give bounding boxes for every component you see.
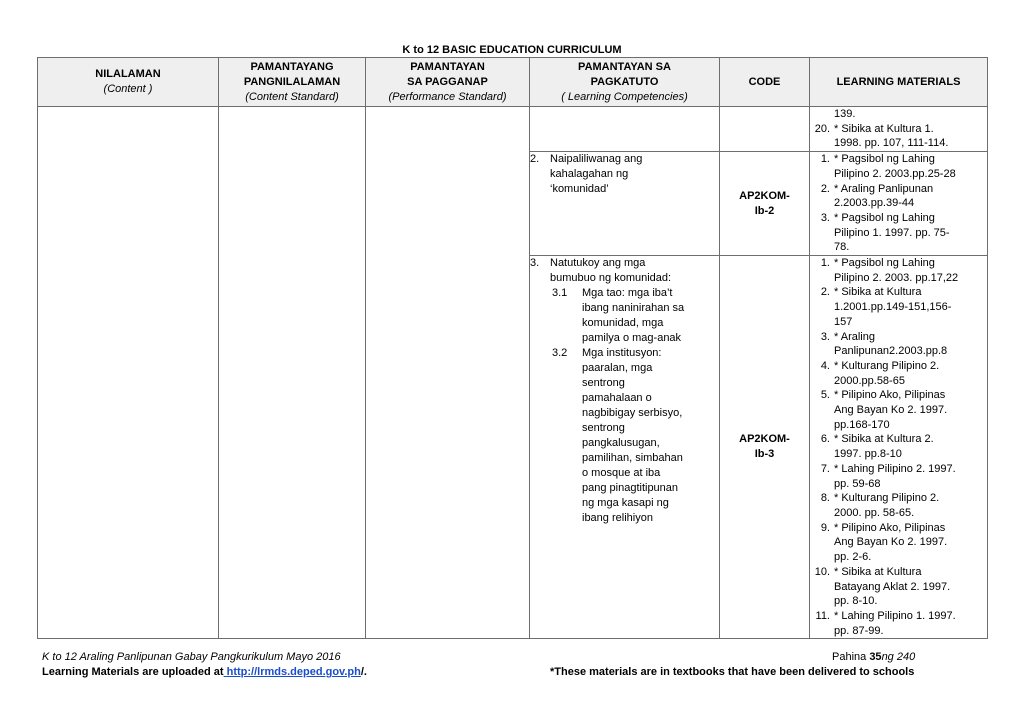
list-item-text: * Kulturang Pilipino 2. — [834, 492, 940, 505]
list-item-text: * Sibika at Kultura 2. — [834, 433, 934, 446]
materials-cell — [810, 107, 988, 152]
lrmds-link[interactable]: http://lrmds.deped.gov.ph — [223, 666, 361, 678]
list-item — [810, 418, 987, 433]
list-item — [810, 344, 987, 359]
competency-cell — [530, 256, 720, 639]
materials-cell — [810, 152, 988, 256]
materials-list — [810, 152, 987, 255]
competency-line: Natutukoy ang mga — [550, 257, 646, 270]
list-item — [810, 550, 987, 565]
subitem-line: pangkalusugan, — [582, 437, 660, 450]
header-code: CODE — [720, 58, 810, 107]
subitem-number: 3.1 — [552, 287, 568, 300]
list-item-text: pp.168-170 — [834, 418, 890, 431]
list-item-number: 1. — [820, 153, 830, 166]
competency-line: Naipaliliwanag ang — [550, 153, 643, 166]
subitem-number: 3.2 — [552, 347, 568, 360]
footer-page-prefix: Pahina — [832, 651, 870, 663]
list-item — [810, 330, 987, 345]
subitem-line: paaralan, mga — [582, 362, 653, 375]
list-item-number: 6. — [820, 433, 830, 446]
header-performance-standard — [366, 58, 530, 107]
subitem-line: ng mga kasapi ng — [582, 497, 669, 510]
list-item-text: 157 — [834, 315, 853, 328]
header-content-title: NILALAMAN — [95, 68, 161, 80]
list-item — [810, 477, 987, 492]
subitem-line: nagbibigay serbisyo, — [582, 407, 683, 420]
list-item — [810, 535, 987, 550]
header-content-standard-line2: PANGNILALAMAN — [243, 75, 341, 88]
performance-standard-cell — [366, 107, 530, 639]
list-item — [810, 506, 987, 521]
list-item-number: 20. — [814, 122, 830, 135]
materials-list — [810, 107, 987, 151]
footer-uploaded-text: Learning Materials are uploaded at — [42, 666, 224, 678]
list-item-text: * Araling Panlipunan — [834, 182, 934, 195]
list-item — [810, 462, 987, 477]
list-item-text: pp. 59-68 — [834, 477, 881, 490]
content-cell — [38, 107, 219, 639]
list-item — [810, 196, 987, 211]
list-item-text: Ang Bayan Ko 2. 1997. — [834, 536, 948, 549]
subitem-line: komunidad, mga — [582, 317, 664, 330]
list-item — [810, 580, 987, 595]
subitem-line: pang pinagtitipunan — [582, 482, 679, 495]
list-item-number: 2. — [820, 182, 830, 195]
list-item — [810, 256, 987, 271]
list-item-text: 2000. pp. 58-65. — [834, 506, 915, 519]
competency-cell — [530, 107, 720, 152]
list-item-text: * Lahing Pilipino 1. 1997. — [834, 609, 956, 622]
list-item — [810, 315, 987, 330]
list-item-text: * Sibika at Kultura 1. — [834, 122, 934, 135]
competency-subitem — [530, 286, 719, 346]
header-learning-competencies — [530, 58, 720, 107]
subitem-line: Mga tao: mga iba’t — [582, 287, 673, 300]
footer-guide-title: K to 12 Araling Panlipunan Gabay Pangkurikulum Mayo 2016 — [42, 651, 341, 663]
header-performance-standard-subtitle: (Performance Standard) — [388, 90, 507, 103]
list-item — [810, 226, 987, 241]
document-title: K to 12 BASIC EDUCATION CURRICULUM — [402, 44, 622, 56]
header-content-standard-line1: PAMANTAYANG — [250, 60, 334, 73]
list-item — [810, 594, 987, 609]
list-item-text: * Pagsibol ng Lahing — [834, 153, 935, 166]
list-item-text: 139. — [834, 108, 856, 120]
content-standard-cell — [219, 107, 366, 639]
competency-subitem — [530, 346, 719, 526]
list-item-number: 8. — [820, 492, 830, 505]
list-item-text: pp. 2-6. — [834, 551, 872, 564]
materials-list — [810, 256, 987, 638]
list-item-number: 11. — [815, 609, 830, 622]
subitem-line: sentrong — [582, 377, 625, 390]
code-line2: Ib-3 — [754, 448, 775, 461]
list-item — [810, 122, 987, 137]
list-item-text: 78. — [834, 241, 850, 254]
list-item — [810, 359, 987, 374]
list-item-number: 3. — [820, 211, 830, 224]
list-item-text: Pilipino 1. 1997. pp. 75- — [834, 226, 950, 239]
subitem-line: sentrong — [582, 422, 625, 435]
list-item — [810, 609, 987, 624]
list-item-text: pp. 8-10. — [834, 595, 878, 608]
list-item — [810, 182, 987, 197]
list-item-number: 3. — [820, 330, 830, 343]
header-row — [38, 58, 988, 107]
list-item — [810, 624, 987, 639]
subitem-line: o mosque at iba — [582, 467, 661, 480]
list-item — [810, 271, 987, 286]
list-item-text: * Pagsibol ng Lahing — [834, 257, 935, 270]
list-item — [810, 240, 987, 255]
subitem-line: pamahalaan o — [582, 392, 652, 405]
competency-cell — [530, 152, 720, 256]
list-item — [810, 491, 987, 506]
list-item — [810, 136, 987, 151]
competency-line: kahalagahan ng — [550, 168, 629, 181]
list-item-text: Ang Bayan Ko 2. 1997. — [834, 404, 948, 417]
footer-link-suffix: /. — [360, 666, 367, 678]
code-line1: AP2KOM- — [739, 189, 790, 202]
code-cell — [720, 256, 810, 639]
list-item-text: pp. 87-99. — [834, 624, 884, 637]
subitem-line: ibang naninirahan sa — [582, 302, 685, 315]
list-item — [810, 388, 987, 403]
list-item — [810, 285, 987, 300]
header-content-subtitle: (Content ) — [103, 83, 153, 95]
list-item-text: 2.2003.pp.39-44 — [834, 197, 915, 210]
list-item-number: 4. — [820, 359, 830, 372]
list-item-text: * Lahing Pilipino 2. 1997. — [834, 462, 956, 475]
header-learning-competencies-subtitle: ( Learning Competencies) — [561, 90, 688, 103]
footer-page-suffix: ng 240 — [881, 651, 916, 663]
list-item — [810, 300, 987, 315]
list-item-text: * Sibika at Kultura — [834, 565, 922, 578]
list-item-text: Batayang Aklat 2. 1997. — [834, 580, 951, 593]
competency-item — [530, 256, 719, 286]
list-item-text: * Pilipino Ako, Pilipinas — [834, 389, 946, 402]
materials-cell — [810, 256, 988, 639]
code-cell — [720, 107, 810, 152]
list-item-text: 1998. pp. 107, 111-114. — [834, 137, 949, 150]
competency-line: bumubuo ng komunidad: — [550, 272, 672, 285]
list-item-text: * Kulturang Pilipino 2. — [834, 359, 940, 372]
header-learning-competencies-line1: PAMANTAYAN SA — [578, 60, 671, 73]
list-item-text: * Araling — [834, 330, 875, 343]
header-content — [38, 58, 219, 107]
code-line2: Ib-2 — [754, 204, 775, 217]
footer-page-number — [832, 651, 915, 663]
list-item — [810, 374, 987, 389]
code-line1: AP2KOM- — [739, 433, 790, 446]
subitem-line: Mga institusyon: — [582, 347, 662, 360]
list-item-number: 2. — [820, 286, 830, 299]
list-item — [810, 403, 987, 418]
list-item-text: * Sibika at Kultura — [834, 286, 922, 299]
list-item-number: 7. — [820, 462, 830, 475]
list-item — [810, 211, 987, 226]
list-item-text: 1997. pp.8-10 — [834, 448, 902, 461]
list-item-text: Pilipino 2. 2003. pp.17,22 — [834, 271, 959, 284]
list-item — [810, 432, 987, 447]
header-content-standard-subtitle: (Content Standard) — [245, 90, 339, 103]
list-item-number: 1. — [820, 257, 830, 270]
list-item — [810, 521, 987, 536]
footer-page-current: 35 — [869, 651, 882, 663]
list-item — [810, 167, 987, 182]
list-item-text: * Pilipino Ako, Pilipinas — [834, 521, 946, 534]
header-learning-materials: LEARNING MATERIALS — [810, 58, 988, 107]
footer-uploaded — [42, 666, 367, 678]
list-item-text: 1.2001.pp.149-151,156- — [834, 301, 952, 314]
list-item-text: 2000.pp.58-65 — [834, 374, 905, 387]
list-item-number: 10. — [814, 565, 830, 578]
header-learning-competencies-line2: PAGKATUTO — [590, 75, 659, 88]
list-item — [810, 565, 987, 580]
subitem-line: ibang relihiyon — [582, 512, 653, 525]
curriculum-table — [37, 57, 988, 639]
competency-item — [530, 152, 719, 197]
list-item-number: 9. — [820, 521, 830, 534]
subitem-line: pamilihan, simbahan — [582, 452, 683, 465]
competency-number: 3. — [530, 257, 540, 270]
list-item-number: 5. — [820, 389, 830, 402]
list-item-text: Panlipunan2.2003.pp.8 — [834, 345, 948, 358]
list-item — [810, 107, 987, 122]
competency-line: ‘komunidad’ — [550, 183, 609, 196]
subitem-line: pamilya o mag-anak — [582, 332, 682, 345]
list-item-text: * Pagsibol ng Lahing — [834, 211, 935, 224]
header-performance-standard-line1: PAMANTAYAN — [410, 60, 485, 73]
list-item — [810, 447, 987, 462]
list-item-text: Pilipino 2. 2003.pp.25-28 — [834, 167, 956, 180]
header-performance-standard-line2: SA PAGGANAP — [407, 75, 488, 88]
header-content-standard — [219, 58, 366, 107]
list-item — [810, 152, 987, 167]
code-cell — [720, 152, 810, 256]
competency-number: 2. — [530, 153, 540, 166]
table-row — [38, 107, 988, 152]
footer-note: *These materials are in textbooks that have been delivered to schools — [550, 666, 915, 678]
